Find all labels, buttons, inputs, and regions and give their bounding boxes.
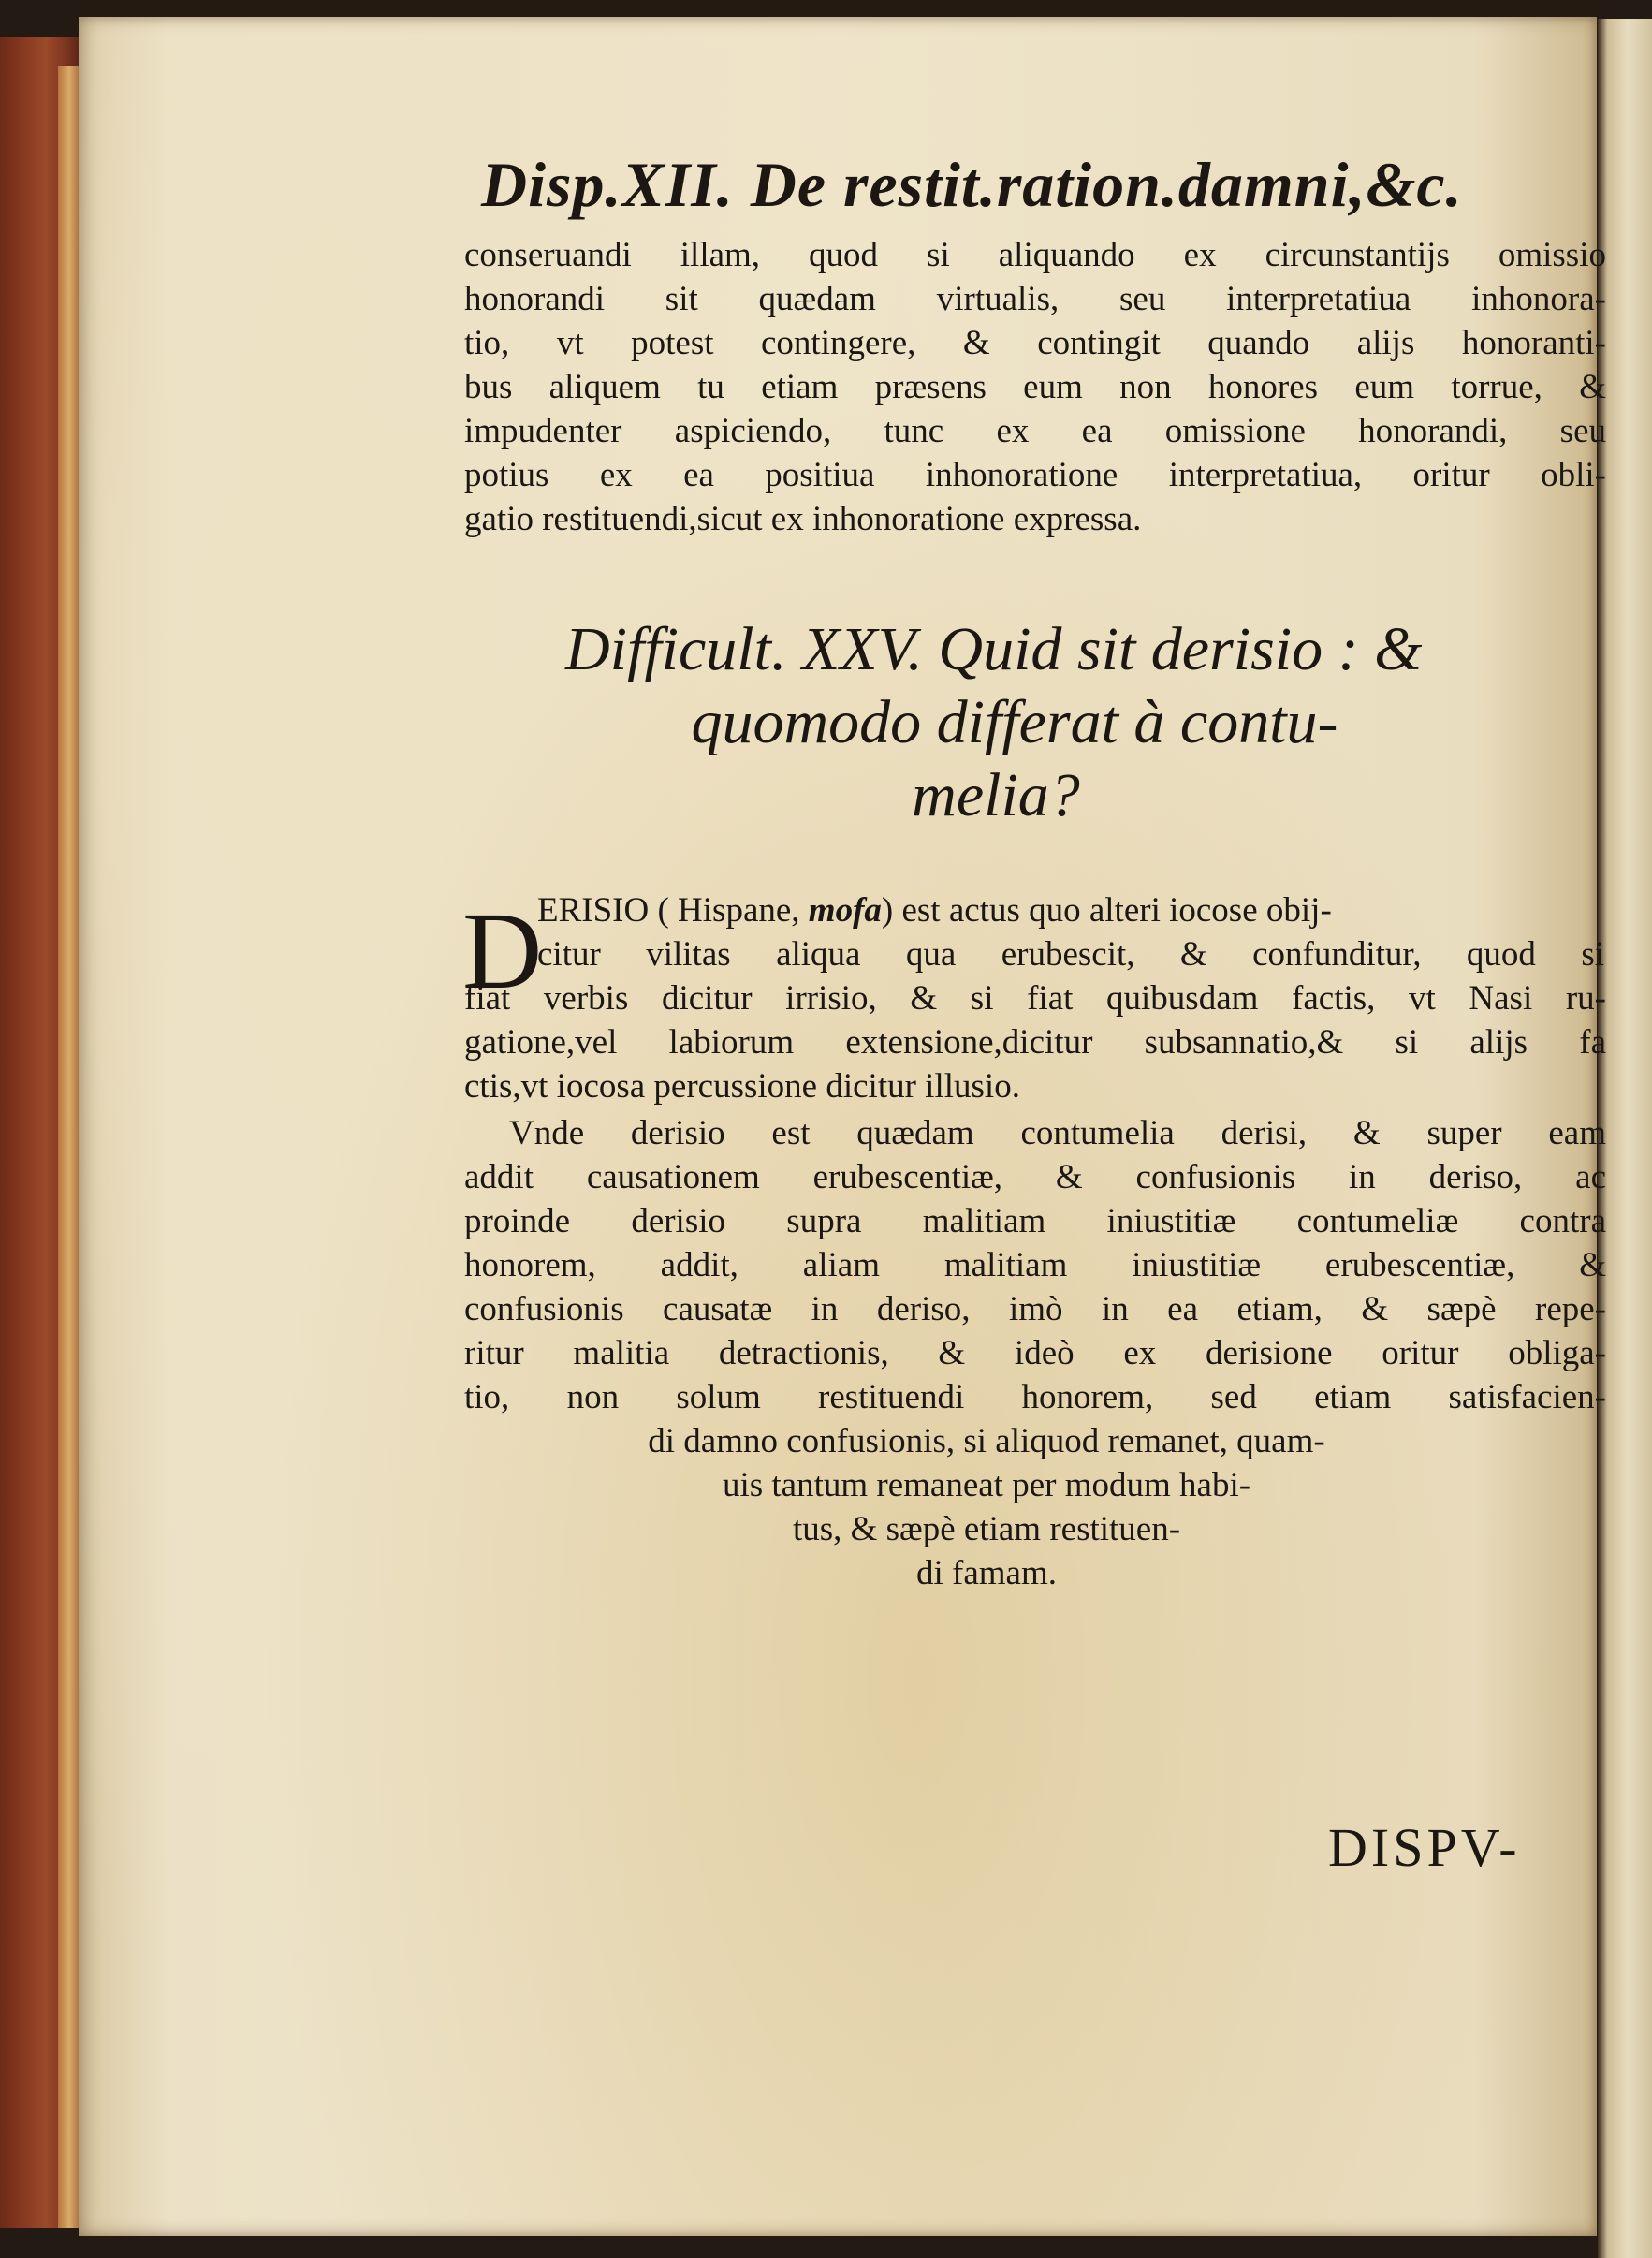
running-head: Disp.XII. De restit.ration.damni,&c.	[481, 149, 1463, 220]
tail-line: tus, & sæpè etiam restituen-	[792, 1510, 1181, 1548]
page	[79, 17, 1606, 2236]
catchword: DISPV-	[1328, 1817, 1521, 1878]
paragraph-line: proinde derisio supra malitiam iniustitiæ contumeliæ contra	[464, 1202, 1606, 1240]
paragraph-line: Vnde derisio est quædam contumelia derisi, & super eam	[509, 1114, 1606, 1152]
paragraph-line: honorem, addit, aliam malitiam iniustitiæ erubescentiæ, &	[464, 1246, 1606, 1284]
book-fore-edge-left	[0, 37, 84, 2228]
paragraph-line: confusionis causatæ in deriso, imò in ea etiam, & sæpè repe-	[464, 1290, 1606, 1328]
heading-line-2: quomodo differat à contu-	[691, 688, 1338, 756]
tail-line: di famam.	[915, 1554, 1057, 1592]
spanish-term: mofa	[808, 891, 882, 930]
paragraph-line: bus aliquem tu etiam præsens eum non honores eum torrue, &	[464, 368, 1606, 406]
heading-line-3: melia?	[912, 761, 1080, 829]
page-edge-gilt	[58, 66, 80, 2228]
paragraph-line: gatio restituendi,sicut ex inhonoratione expressa.	[464, 500, 1142, 538]
paragraph-line: tio, non solum restituendi honorem, sed etiam satisfacien-	[464, 1378, 1606, 1416]
paragraph-line: impudenter aspiciendo, tunc ex ea omissione honorandi, seu	[464, 412, 1606, 450]
paragraph-line: addit causationem erubescentiæ, & confusionis in deriso, ac	[464, 1158, 1606, 1196]
paragraph-line: ritur malitia detractionis, & ideò ex derisione oritur obliga-	[464, 1334, 1606, 1372]
paragraph-line: conseruandi illam, quod si aliquando ex circunstantijs omissio	[464, 236, 1606, 274]
first-line-end: ) est actus quo alteri iocose obij-	[881, 891, 1332, 930]
first-line-start: ERISIO ( Hispane,	[537, 891, 809, 930]
paragraph-line: gatione,vel labiorum extensione,dicitur subsannatio,& si alijs fa	[464, 1023, 1606, 1062]
heading-line-1: Difficult. XXV. Quid sit derisio : &	[565, 615, 1423, 683]
paragraph-line: ctis,vt iocosa percussione dicitur illusio.	[464, 1067, 1020, 1106]
tail-line: uis tantum remaneat per modum habi-	[722, 1466, 1251, 1504]
paragraph-line: tio, vt potest contingere, & contingit quando alijs honoranti-	[464, 324, 1606, 362]
paragraph-first-line	[537, 889, 1604, 932]
paragraph-line: citur vilitas aliqua qua erubescit, & confunditur, quod si	[537, 935, 1604, 974]
tail-line: di damno confusionis, si aliquod remanet, quam-	[648, 1422, 1325, 1460]
paragraph-line: honorandi sit quædam virtualis, seu interpretatiua inhonora-	[464, 280, 1606, 318]
paragraph-line: fiat verbis dicitur irrisio, & si fiat quibusdam factis, vt Nasi ru-	[464, 979, 1606, 1018]
paragraph-line: potius ex ea positiua inhonoratione interpretatiua, oritur obli-	[464, 456, 1606, 494]
drop-cap: D	[462, 889, 543, 1012]
